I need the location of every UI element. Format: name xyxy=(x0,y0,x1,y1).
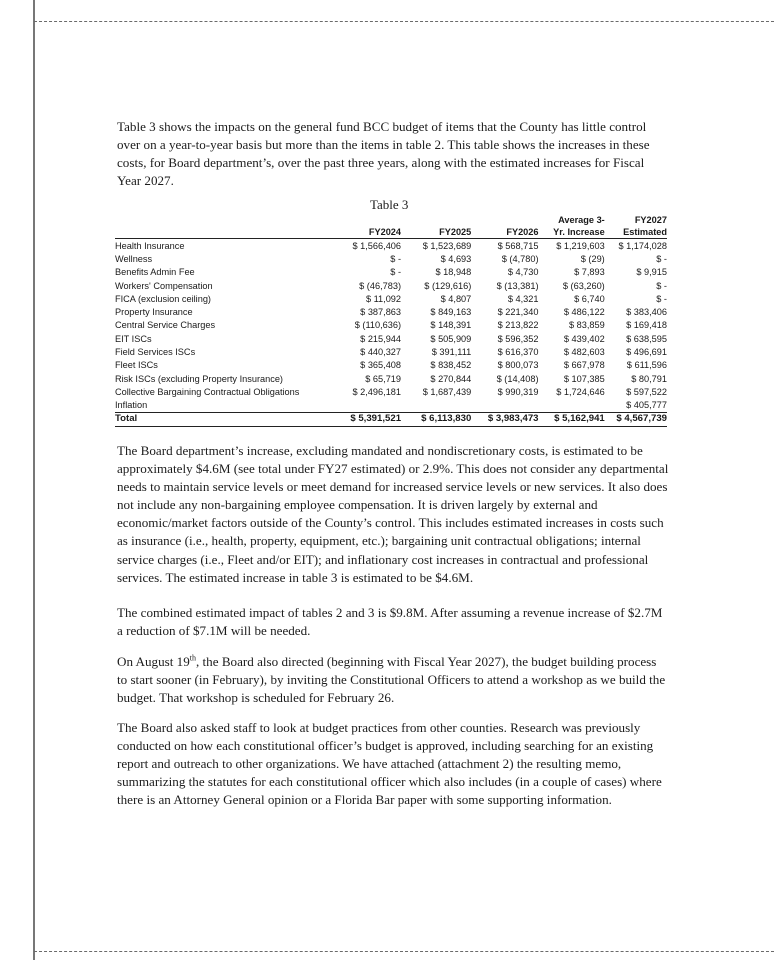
table-cell: FY2024 xyxy=(332,226,401,239)
table-cell: $ 616,370 xyxy=(497,347,539,358)
header-row-top xyxy=(115,214,667,226)
table-cell: $ 4,730 xyxy=(507,267,539,278)
table-cell: $ 440,327 xyxy=(360,347,402,358)
table-cell xyxy=(471,399,538,413)
table-row xyxy=(115,266,667,279)
table-cell: FY2025 xyxy=(401,226,471,239)
table-cell: $ 18,948 xyxy=(435,267,472,278)
row-label: Workers' Compensation xyxy=(115,280,213,291)
table-cell: $ 270,844 xyxy=(430,373,472,384)
table-cell: $ 849,163 xyxy=(430,307,472,318)
table-cell: $ 990,319 xyxy=(497,386,539,397)
budget-table xyxy=(115,214,667,427)
table-cell: $ 365,408 xyxy=(360,360,402,371)
combined-impact-paragraph: The combined estimated impact of tables 2 and 3 is $9.8M. After assuming a revenue increase of $2.7M a reduction of $7.1M will be needed. xyxy=(117,605,663,639)
table-cell: $ 4,693 xyxy=(440,253,472,264)
header-row-bottom xyxy=(115,226,667,239)
row-label: FICA (exclusion ceiling) xyxy=(115,293,211,304)
table-cell: $ - xyxy=(656,293,667,304)
table-cell xyxy=(471,214,538,226)
table-cell: $ 6,740 xyxy=(574,293,605,304)
table-cell: $ (13,381) xyxy=(496,280,539,291)
table-cell: $ 9,915 xyxy=(636,267,667,278)
row-label: Wellness xyxy=(115,253,153,264)
table-cell: Yr. Increase xyxy=(539,226,605,239)
table-cell: $ (4,780) xyxy=(501,253,539,264)
table-cell: $ 568,715 xyxy=(497,240,539,251)
table-cell: $ (63,260) xyxy=(562,280,605,291)
table-row xyxy=(115,279,667,292)
table-cell: $ 5,391,521 xyxy=(332,412,401,426)
row-label: Risk ISCs (excluding Property Insurance) xyxy=(115,373,283,384)
table-cell: $ 482,603 xyxy=(563,347,605,358)
table-cell: $ (14,408) xyxy=(496,373,539,384)
table-cell: $ 838,452 xyxy=(430,360,472,371)
row-label: Property Insurance xyxy=(115,307,193,318)
table-cell: $ 1,174,028 xyxy=(618,240,667,251)
row-label: Benefits Admin Fee xyxy=(115,267,195,278)
p4-superscript: th xyxy=(189,653,196,663)
table-row xyxy=(115,399,667,413)
table-cell: $ 496,691 xyxy=(626,347,667,358)
table-cell: $ 800,073 xyxy=(497,360,539,371)
table-cell: $ 148,391 xyxy=(430,320,472,331)
table-cell: $ 1,687,439 xyxy=(422,386,472,397)
table-cell xyxy=(332,214,401,226)
table-cell: Average 3- xyxy=(558,215,605,225)
budget-practices-paragraph: The Board also asked staff to look at budget practices from other counties. Research was previously conducted on how each constitutional officer’s budget is approved, including searching for an existing report and outreach to other organizations. We have attached (attachment 2) the resulting memo, summarizing the statutes for each constitutional officer which also includes (in a couple of cases) where there is an Attorney General opinion or a Florida Bar paper with some supporting information. xyxy=(117,720,662,808)
table-row xyxy=(115,385,667,398)
table-cell: $ - xyxy=(390,267,402,278)
table-cell: $ 5,162,941 xyxy=(539,412,605,426)
table-cell: $ 383,406 xyxy=(626,307,667,318)
table-row xyxy=(115,292,667,305)
table-cell: $ 3,983,473 xyxy=(471,412,538,426)
table-cell: $ 80,791 xyxy=(631,373,667,384)
table-cell: $ (129,616) xyxy=(424,280,472,291)
table-title: Table 3 xyxy=(370,197,409,212)
table-cell: $ 638,595 xyxy=(626,333,667,344)
bottom-dashed-divider xyxy=(34,951,774,952)
total-row xyxy=(115,412,667,426)
table-cell: $ 4,321 xyxy=(507,293,539,304)
row-label: Central Service Charges xyxy=(115,320,216,331)
table-cell: $ 405,777 xyxy=(605,399,667,413)
table-cell: $ 596,352 xyxy=(497,333,539,344)
table-cell: $ (29) xyxy=(580,253,605,264)
table-row xyxy=(115,345,667,358)
row-label xyxy=(115,214,332,226)
table-row xyxy=(115,372,667,385)
table-cell: $ 667,978 xyxy=(563,360,605,371)
table-cell: $ 6,113,830 xyxy=(401,412,471,426)
table-row xyxy=(115,332,667,345)
august-directive-paragraph xyxy=(117,653,669,707)
table-cell: $ 83,859 xyxy=(568,320,605,331)
table-row xyxy=(115,319,667,332)
table-cell: $ 2,496,181 xyxy=(352,386,402,397)
table-cell: FY2026 xyxy=(471,226,538,239)
table-cell: $ 387,863 xyxy=(360,307,402,318)
table-cell: $ 65,719 xyxy=(365,373,402,384)
top-dashed-divider xyxy=(34,21,774,22)
table-cell xyxy=(401,214,471,226)
table-cell: FY2027 xyxy=(634,215,667,225)
table-cell: $ 1,219,603 xyxy=(556,240,605,251)
row-label: Collective Bargaining Contractual Obligations xyxy=(115,386,300,397)
p4-text-end: , the Board also directed (beginning with Fiscal Year 2027), the budget building process to start sooner (in February), by inviting the Constitutional Officers to attend a workshop as we build the budget. That workshop is scheduled for February 26. xyxy=(117,654,666,706)
table-cell: Estimated xyxy=(605,226,667,239)
table-cell: $ 213,822 xyxy=(497,320,539,331)
table-cell: $ - xyxy=(656,280,667,291)
table-cell: $ 391,111 xyxy=(431,347,472,358)
p4-text-start: On August 19 xyxy=(117,654,190,669)
table-row xyxy=(115,252,667,265)
table-row xyxy=(115,359,667,372)
table-cell: $ 1,566,406 xyxy=(352,240,402,251)
table-cell: $ 7,893 xyxy=(574,267,605,278)
table-cell: $ 215,944 xyxy=(360,333,402,344)
row-label: EIT ISCs xyxy=(115,333,152,344)
table-row xyxy=(115,305,667,318)
intro-paragraph: Table 3 shows the impacts on the general fund BCC budget of items that the County has little control over on a year-to-year basis but more than the items in table 2. This table shows the increases in these costs, for Board department’s, over the past three years, along with the estimated increases for Fiscal Year 2027. xyxy=(117,119,650,189)
table-cell xyxy=(401,399,471,413)
table-cell: $ 486,122 xyxy=(563,307,605,318)
table-cell: $ 221,340 xyxy=(497,307,539,318)
row-label: Field Services ISCs xyxy=(115,347,196,358)
table-cell: $ 439,402 xyxy=(563,333,605,344)
table-cell: $ 169,418 xyxy=(626,320,667,331)
table-cell: $ 597,522 xyxy=(626,386,667,397)
table-cell: $ - xyxy=(390,253,402,264)
table-cell: $ 107,385 xyxy=(563,373,605,384)
table-cell: $ - xyxy=(656,253,667,264)
row-label: Fleet ISCs xyxy=(115,360,158,371)
table-row xyxy=(115,239,667,253)
table-cell: $ 4,807 xyxy=(440,293,472,304)
row-label: Inflation xyxy=(115,399,332,413)
board-increase-paragraph: The Board department’s increase, excluding mandated and nondiscretionary costs, is estimated to be approximately $4.6M (see total under FY27 estimated) or 2.9%. This does not consider any departmental needs to maintain service levels or meet demand for increased service levels or new services. It also does not include any non-bargaining employee compensation. It is driven largely by external and economic/market factors outside of the County’s control. This includes estimated increases in costs such as insurance (i.e., health, property, equipment, etc.); bargaining unit contractual obligations; internal service charges (i.e., Fleet and/or EIT); and inflationary cost increases in contractual and professional services. The estimated increase in table 3 is estimated to be $4.6M. xyxy=(117,443,669,585)
row-label: Total xyxy=(115,412,332,426)
row-label: Health Insurance xyxy=(115,240,185,251)
table-cell: $ 1,523,689 xyxy=(422,240,472,251)
table-cell: $ (46,783) xyxy=(359,280,402,291)
table-cell xyxy=(539,399,605,413)
page-left-edge xyxy=(33,0,35,960)
table-cell: $ 11,092 xyxy=(365,293,402,304)
table-cell: $ 1,724,646 xyxy=(556,386,605,397)
table-cell xyxy=(332,399,401,413)
table-cell: $ (110,636) xyxy=(354,320,402,331)
row-label xyxy=(115,226,332,239)
table-cell: $ 611,596 xyxy=(626,360,667,371)
table-cell: $ 505,909 xyxy=(430,333,472,344)
table-cell: $ 4,567,739 xyxy=(605,412,667,426)
